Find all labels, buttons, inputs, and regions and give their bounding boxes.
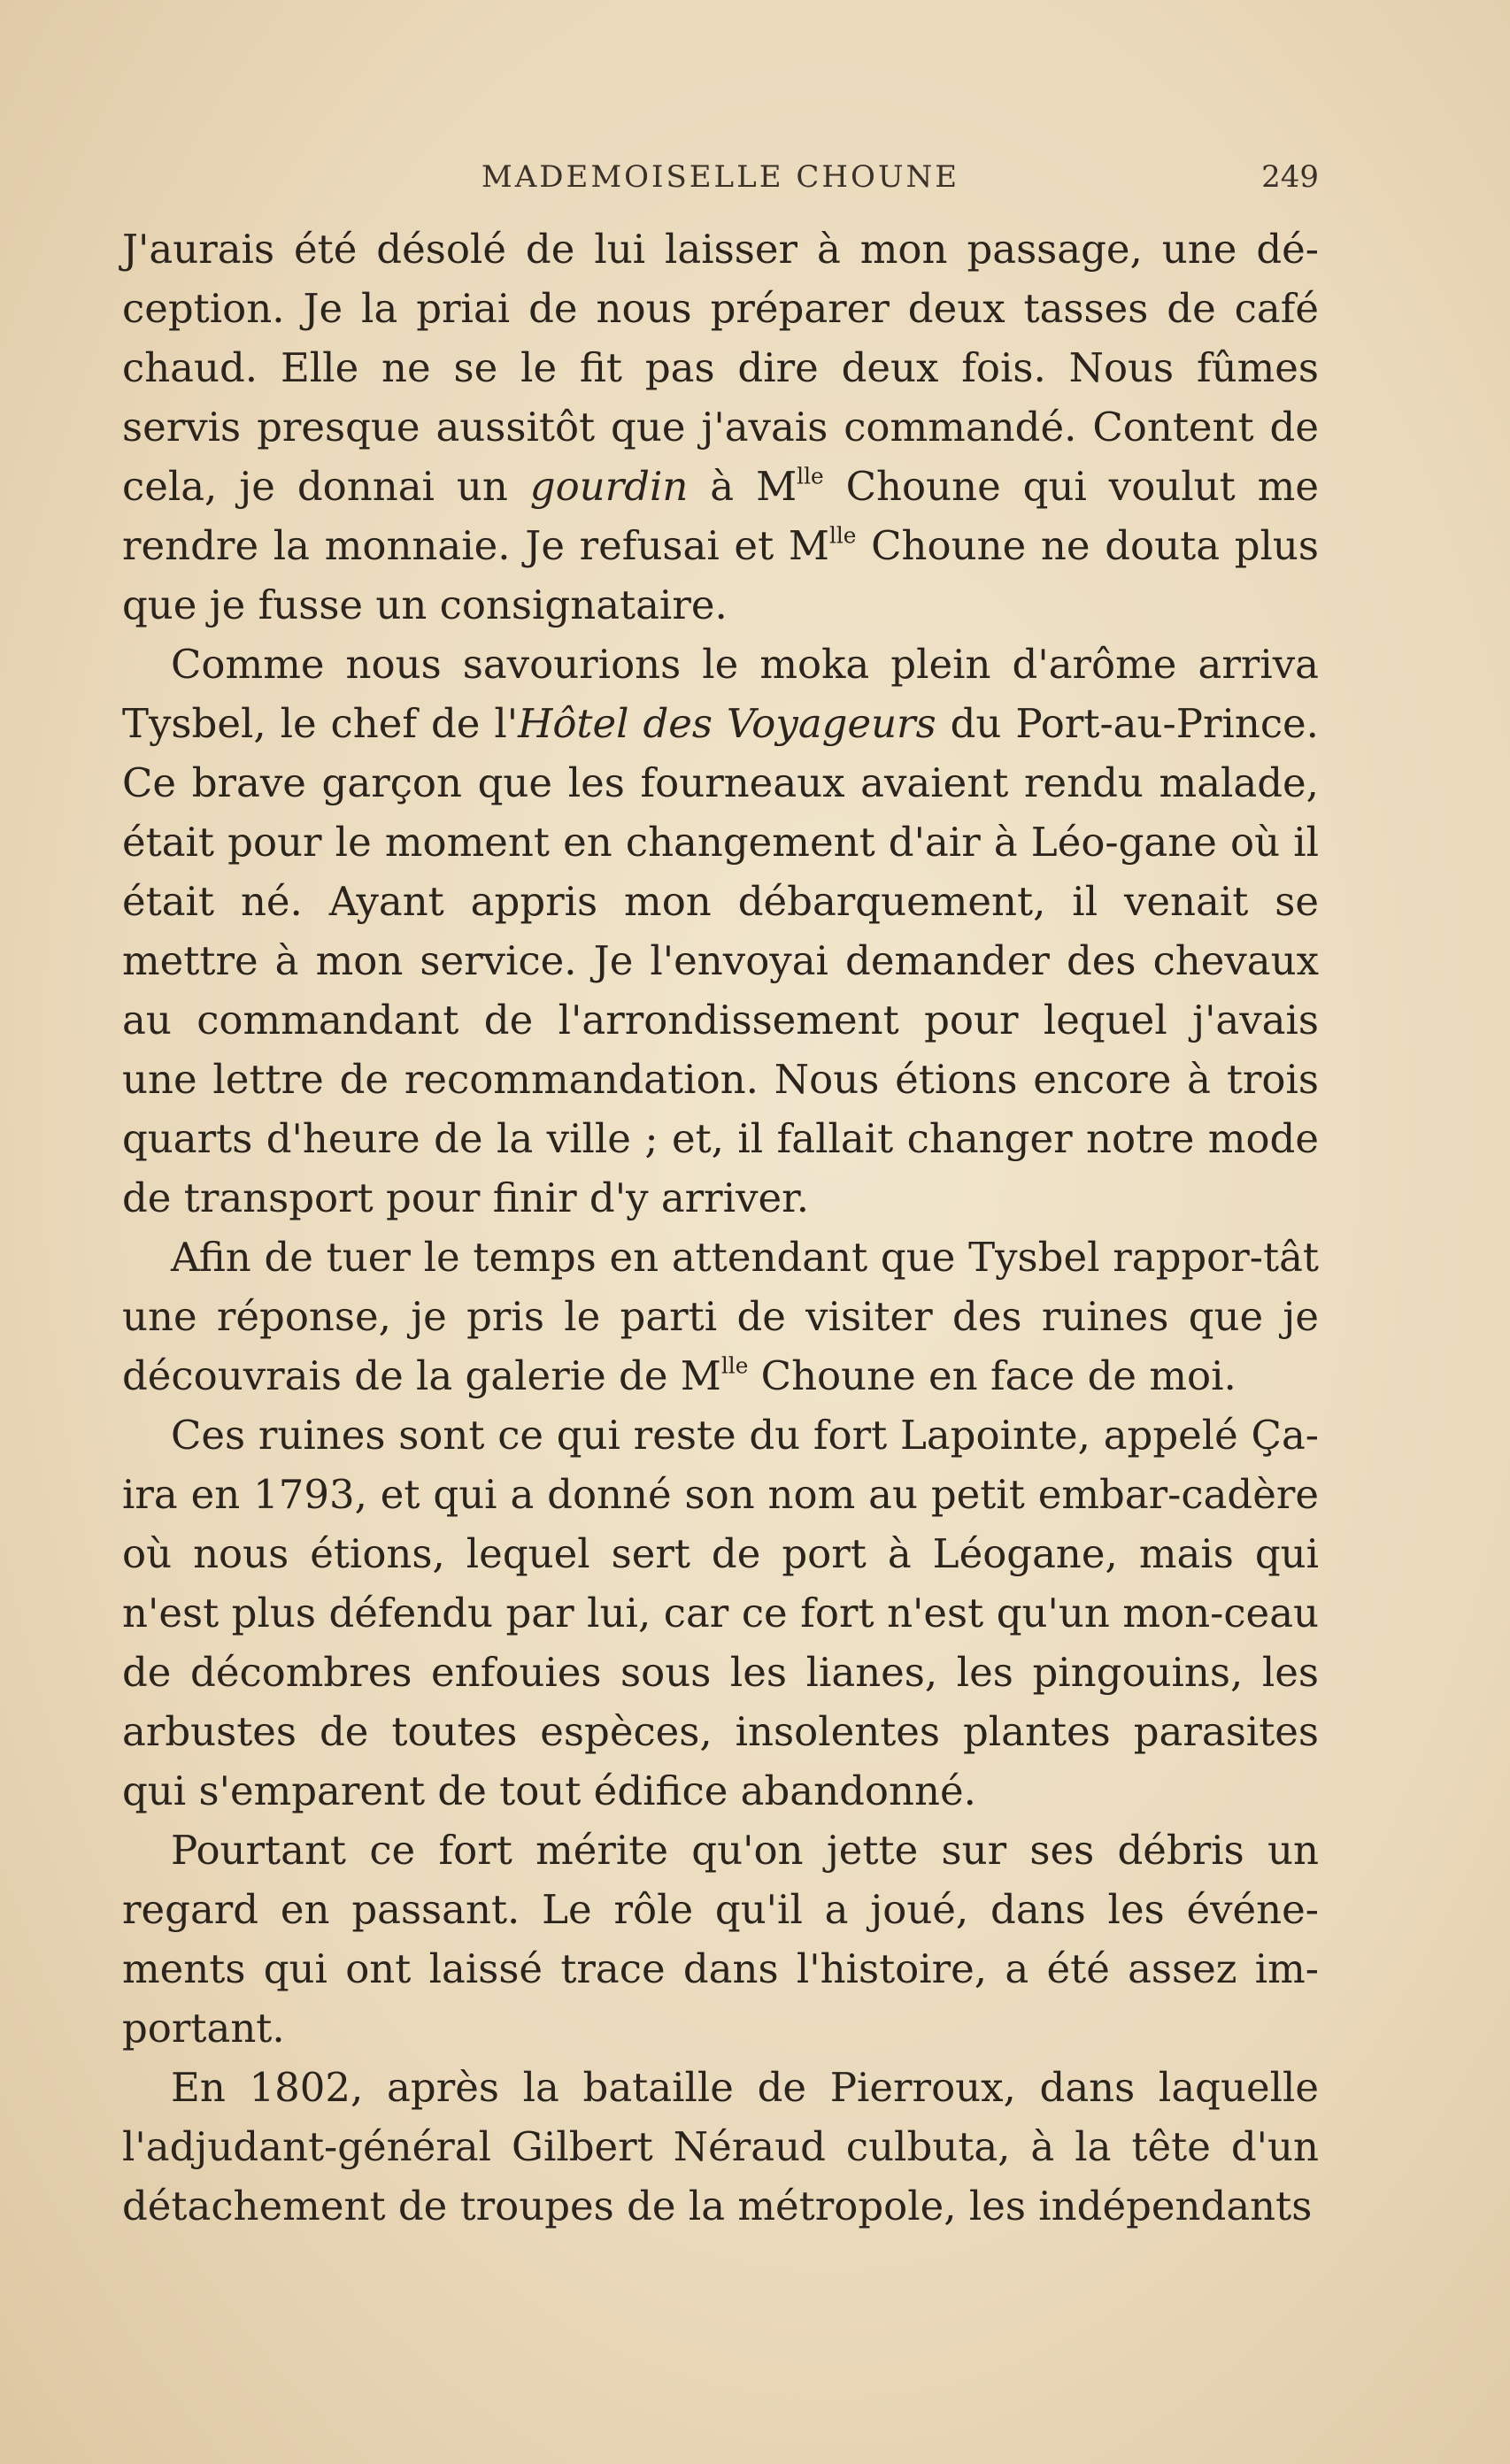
paragraph <box>122 1821 1319 2058</box>
text-run: Pourtant ce fort mérite qu'on jette sur ses débris un regard en passant. Le rôle qu'il a joué, dans les événe-ments qui ont laissé trace dans l'histoire, a été assez im-portant. <box>122 1827 1319 2052</box>
paragraph <box>122 635 1319 1228</box>
running-header <box>122 159 1319 204</box>
text-run: Comme nous savourions le moka plein d'arôme arriva Tysbel, le chef de l' <box>122 641 1319 747</box>
text-run: Choune qui voulut me rendre la monnaie. Je refusai et M <box>122 463 1319 569</box>
superscript: lle <box>828 522 857 549</box>
superscript: lle <box>797 463 824 489</box>
paragraph <box>122 2058 1319 2236</box>
paragraph <box>122 1228 1319 1405</box>
superscript: lle <box>720 1352 749 1379</box>
text-run: Choune ne douta plus que je fusse un consignataire. <box>122 522 1319 628</box>
running-title: MADEMOISELLE CHOUNE <box>481 159 960 195</box>
body-text <box>122 219 1319 2236</box>
text-run: En 1802, après la bataille de Pierroux, dans laquelle l'adjudant-général Gilbert Néraud culbuta, à la tête d'un détachement de troupes de la métropole, les indépendants <box>122 2064 1319 2229</box>
text-run: Afin de tuer le temps en attendant que Tysbel rappor-tât une réponse, je pris le parti de visiter des ruines que je découvrais de la galerie de M <box>122 1234 1319 1399</box>
text-run: J'aurais été désolé de lui laisser à mon passage, une dé-ception. Je la priai de nous préparer deux tasses de café chaud. Elle ne se le fit pas dire deux fois. Nous fûmes servis presque aussitôt que j'avais commandé. Content de cela, je donnai un <box>122 226 1319 510</box>
paragraph <box>122 1405 1319 1821</box>
italic-text: Hôtel des Voyageurs <box>518 700 936 747</box>
text-run: à M <box>688 463 797 510</box>
paragraph <box>122 219 1319 635</box>
text-run: Ces ruines sont ce qui reste du fort Lapointe, appelé Ça-ira en 1793, et qui a donné son nom au petit embar-cadère où nous étions, lequel sert de port à Léogane, mais qui n'est plus défendu par lui, car ce fort n'est qu'un mon-ceau de décombres enfouies sous les lianes, les pingouins, les arbustes de toutes espèces, insolentes plantes parasites qui s'emparent de tout édifice abandonné. <box>122 1412 1319 1814</box>
text-run: du Port-au-Prince. Ce brave garçon que les fourneaux avaient rendu malade, était pour le moment en changement d'air à Léo-gane où il était né. Ayant appris mon débarquement, il venait se mettre à mon service. Je l'envoyai demander des chevaux au commandant de l'arrondissement pour lequel j'avais une lettre de recommandation. Nous étions encore à trois quarts d'heure de la ville ; et, il fallait changer notre mode de transport pour finir d'y arriver. <box>122 700 1319 1221</box>
page-number: 249 <box>1261 159 1319 195</box>
text-run: Choune en face de moi. <box>748 1352 1237 1399</box>
italic-text: gourdin <box>529 463 689 510</box>
